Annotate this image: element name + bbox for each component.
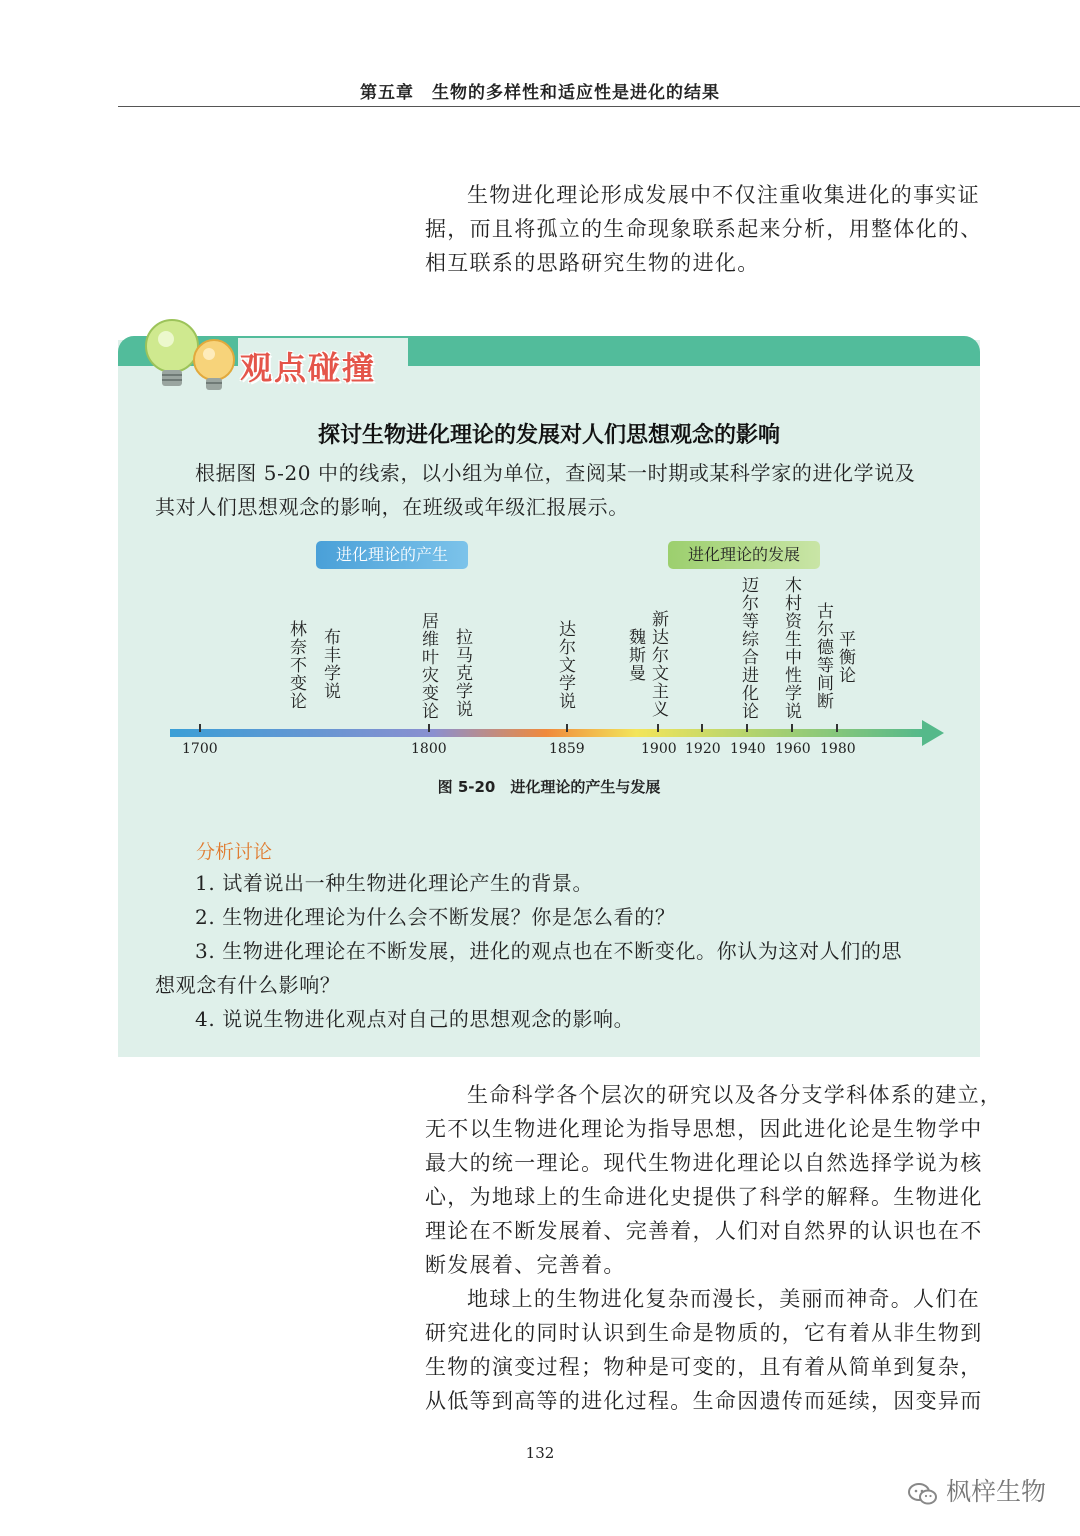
paragraph-top <box>425 178 1005 280</box>
era-origin-pill: 进化理论的产生 <box>316 541 468 569</box>
timeline-tick <box>566 724 568 732</box>
timeline-tick <box>657 724 659 732</box>
text-line: 从低等到高等的进化过程。生命因遗传而延续，因变异而 <box>425 1389 983 1413</box>
figure-caption: 图 5-20 进化理论的产生与发展 <box>437 778 661 796</box>
timeline-year: 1800 <box>411 741 447 757</box>
question-line: 想观念有什么影响？ <box>155 973 341 997</box>
timeline-tick <box>746 724 748 732</box>
timeline-event: 平衡论 <box>835 630 855 684</box>
timeline-event: 拉马克学说 <box>452 628 472 718</box>
timeline-tick <box>199 724 201 732</box>
box-title: 观点碰撞 <box>240 349 377 387</box>
text-line: 据，而且将孤立的生命现象联系起来分析，用整体化的、 <box>425 217 983 241</box>
text-line: 无不以生物进化理论为指导思想，因此进化论是生物学中 <box>425 1117 983 1141</box>
watermark <box>908 1472 1046 1508</box>
timeline-event: 迈尔等综合进化论 <box>738 576 758 720</box>
timeline-tick <box>836 724 838 732</box>
page-number: 132 <box>525 1444 555 1462</box>
timeline-year: 1940 <box>730 741 766 757</box>
paragraph-bottom-2 <box>425 1282 1005 1418</box>
question-line: 4. 说说生物进化观点对自己的思想观念的影响。 <box>195 1007 635 1031</box>
lightbulb-icon <box>138 314 248 394</box>
discussion-heading: 分析讨论 <box>196 841 273 863</box>
text-line: 最大的统一理论。现代生物进化理论以自然选择学说为核 <box>425 1151 983 1175</box>
text-line: 心，为地球上的生命进化史提供了科学的解释。生物进化 <box>425 1185 983 1209</box>
text-line: 断发展着、完善着。 <box>425 1253 626 1277</box>
header-divider <box>118 106 1080 107</box>
text-line: 相互联系的思路研究生物的进化。 <box>425 251 760 275</box>
box-intro <box>155 456 955 524</box>
question-line: 3. 生物进化理论在不断发展，进化的观点也在不断变化。你认为这对人们的思 <box>195 939 903 963</box>
timeline-event: 木村资生中性学说 <box>781 576 801 720</box>
question-line: 2. 生物进化理论为什么会不断发展？你是怎么看的？ <box>195 905 676 929</box>
timeline-year: 1900 <box>641 741 677 757</box>
timeline-event: 林奈不变论 <box>286 620 306 710</box>
text-line: 其对人们思想观念的影响，在班级或年级汇报展示。 <box>155 495 629 519</box>
text-line: 研究进化的同时认识到生命是物质的，它有着从非生物到 <box>425 1321 983 1345</box>
timeline-tick <box>791 724 793 732</box>
paragraph-bottom-1 <box>425 1078 1005 1282</box>
timeline-year: 1980 <box>820 741 856 757</box>
question-line: 1. 试着说出一种生物进化理论产生的背景。 <box>195 871 594 895</box>
wechat-icon <box>908 1482 938 1504</box>
text-line: 地球上的生物进化复杂而漫长，美丽而神奇。人们在 <box>467 1287 980 1311</box>
text-line: 理论在不断发展着、完善着，人们对自然界的认识也在不 <box>425 1219 983 1243</box>
text-line: 生物的演变过程；物种是可变的，且有着从简单到复杂， <box>425 1355 983 1379</box>
timeline-year: 1859 <box>549 741 585 757</box>
timeline-event: 达尔文学说 <box>555 620 575 710</box>
timeline-year: 1960 <box>775 741 811 757</box>
watermark-text: 枫梓生物 <box>945 1477 1046 1506</box>
timeline-event: 古尔德等间断 <box>813 602 833 710</box>
timeline-event: 居维叶灾变论 <box>418 612 438 720</box>
timeline-tick <box>701 724 703 732</box>
timeline-event: 布丰学说 <box>320 628 340 700</box>
timeline-tick <box>428 724 430 732</box>
text-line: 生物进化理论形成发展中不仅注重收集进化的事实证 <box>467 183 980 207</box>
timeline-event: 魏斯曼 <box>625 628 645 682</box>
timeline-year: 1920 <box>685 741 721 757</box>
discussion-topic: 探讨生物进化理论的发展对人们思想观念的影响 <box>317 423 780 448</box>
text-line: 生命科学各个层次的研究以及各分支学科体系的建立， <box>467 1083 1003 1107</box>
era-development-pill: 进化理论的发展 <box>668 541 820 569</box>
text-line: 根据图 5-20 中的线索，以小组为单位，查阅某一时期或某科学家的进化学说及 <box>195 461 916 485</box>
timeline-year: 1700 <box>182 741 218 757</box>
chapter-title: 第五章 生物的多样性和适应性是进化的结果 <box>360 83 720 103</box>
discussion-questions <box>155 866 955 1036</box>
timeline-event: 新达尔文主义 <box>648 610 668 718</box>
